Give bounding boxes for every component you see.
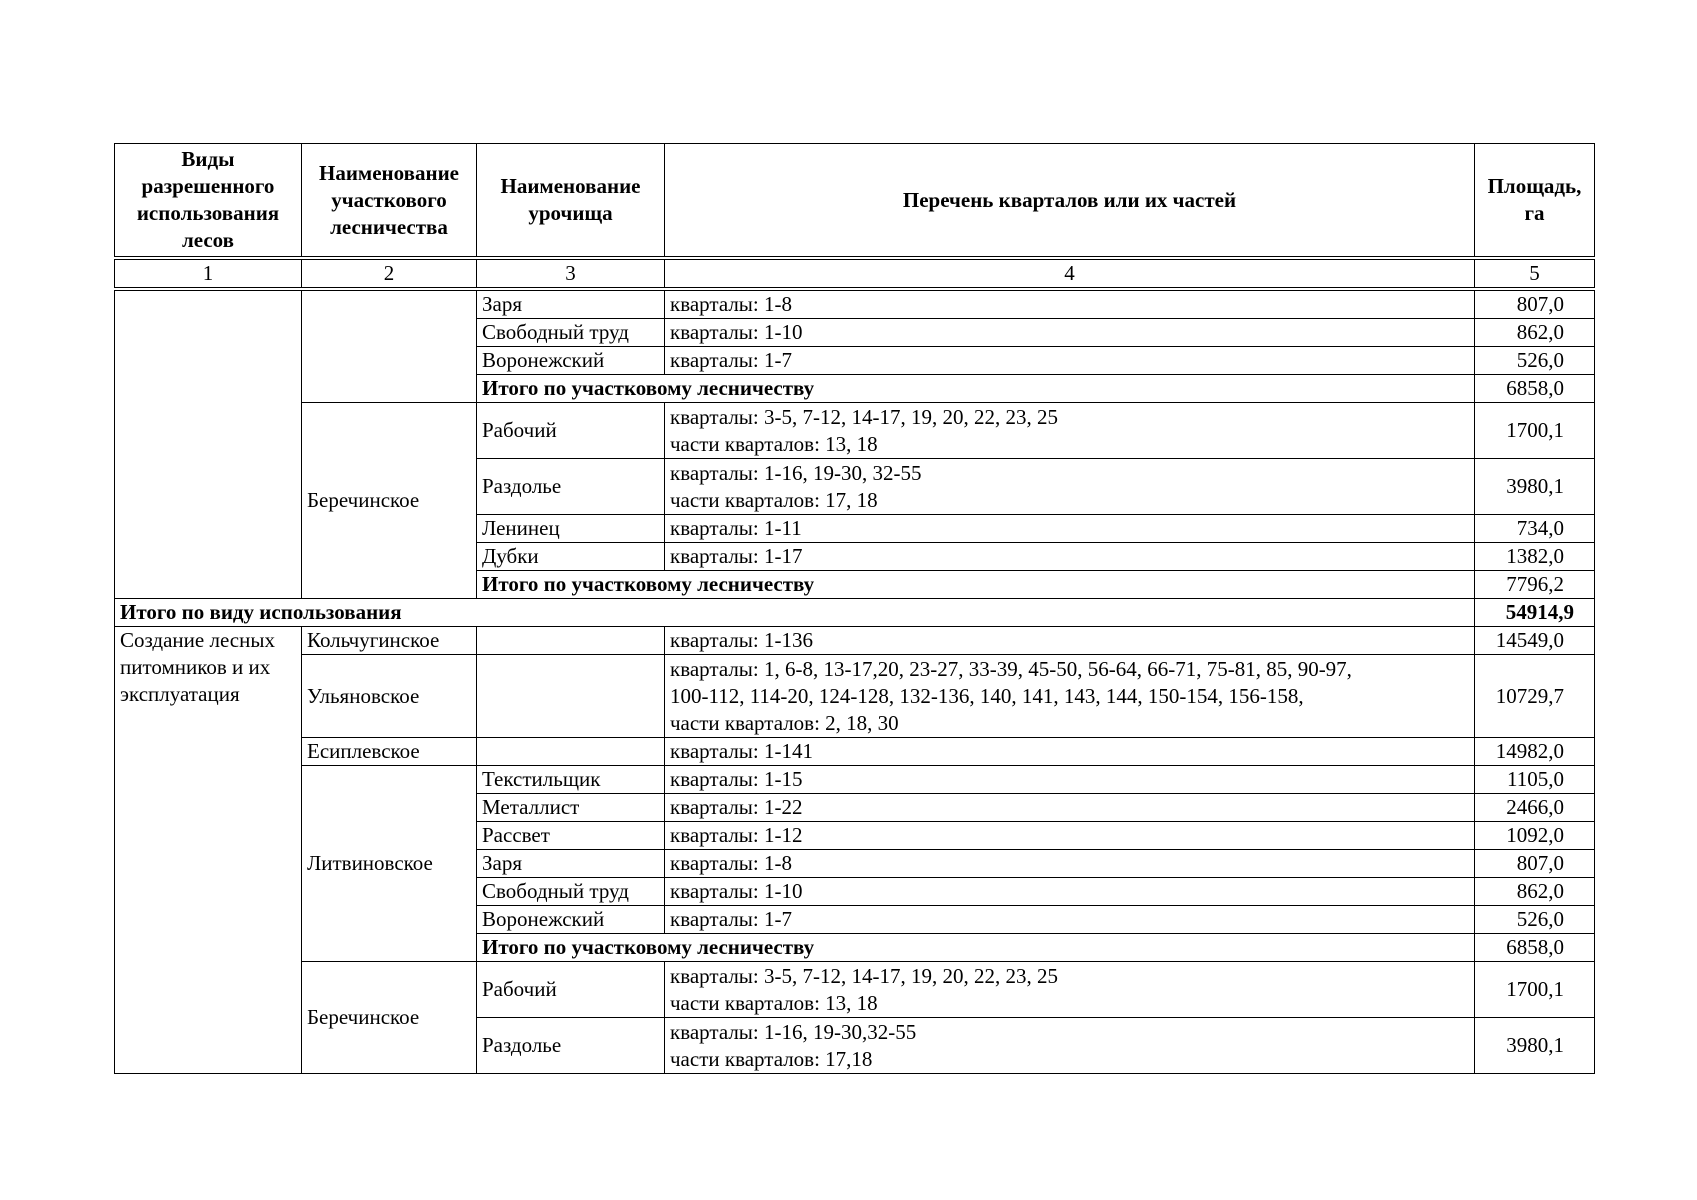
- area-value: 807,0: [1475, 850, 1595, 878]
- quarters-list: кварталы: 1-11: [665, 515, 1475, 543]
- quarters-list: кварталы: 1-15: [665, 766, 1475, 794]
- quarters-list: кварталы: 3-5, 7-12, 14-17, 19, 20, 22, 23, 25 части кварталов: 13, 18: [665, 962, 1475, 1018]
- quarters-list: кварталы: 1-12: [665, 822, 1475, 850]
- tract-name: Рассвет: [477, 822, 665, 850]
- forestry-name: Беречинское: [302, 403, 477, 599]
- area-value: 2466,0: [1475, 794, 1595, 822]
- total-use-label: Итого по виду использования: [115, 599, 1475, 627]
- total-use-area: 54914,9: [1475, 599, 1595, 627]
- table-row: [115, 962, 1595, 1018]
- forestry-name: Кольчугинское: [302, 627, 477, 655]
- area-value: 807,0: [1475, 289, 1595, 319]
- tract-name: Заря: [477, 850, 665, 878]
- quarters-list: кварталы: 1-8: [665, 850, 1475, 878]
- use-type-name: Создание лесных питомников и их эксплуатация: [115, 627, 302, 1074]
- area-value: 1092,0: [1475, 822, 1595, 850]
- quarters-list: кварталы: 1-10: [665, 878, 1475, 906]
- area-value: 14982,0: [1475, 738, 1595, 766]
- area-value: 3980,1: [1475, 1018, 1595, 1074]
- tract-name: Металлист: [477, 794, 665, 822]
- area-value: 10729,7: [1475, 655, 1595, 738]
- table-row: [115, 738, 1595, 766]
- area-value: 3980,1: [1475, 459, 1595, 515]
- header-tract: Наименование урочища: [477, 144, 665, 259]
- tract-name: Свободный труд: [477, 878, 665, 906]
- quarters-list: кварталы: 1-7: [665, 347, 1475, 375]
- tract-cell-empty: [477, 655, 665, 738]
- forestry-name: Ульяновское: [302, 655, 477, 738]
- column-number-row: [115, 258, 1595, 289]
- table-row: [115, 766, 1595, 794]
- area-value: 1382,0: [1475, 543, 1595, 571]
- tract-name: Раздолье: [477, 1018, 665, 1074]
- column-number: 3: [477, 258, 665, 289]
- quarters-list: кварталы: 1-7: [665, 906, 1475, 934]
- subtotal-label: Итого по участковому лесничеству: [477, 571, 1475, 599]
- table-row: [115, 403, 1595, 459]
- column-number: 5: [1475, 258, 1595, 289]
- tract-cell-empty: [477, 738, 665, 766]
- area-value: 734,0: [1475, 515, 1595, 543]
- forestry-cell-empty: [302, 289, 477, 403]
- quarters-list: кварталы: 1-136: [665, 627, 1475, 655]
- area-value: 14549,0: [1475, 627, 1595, 655]
- quarters-list: кварталы: 1-141: [665, 738, 1475, 766]
- quarters-list: кварталы: 3-5, 7-12, 14-17, 19, 20, 22, 23, 25 части кварталов: 13, 18: [665, 403, 1475, 459]
- forestry-name: Беречинское: [302, 962, 477, 1074]
- header-area: Площадь, га: [1475, 144, 1595, 259]
- header-use-type: Виды разрешенного использования лесов: [115, 144, 302, 259]
- tract-name: Рабочий: [477, 403, 665, 459]
- table-row: [115, 655, 1595, 738]
- quarters-list: кварталы: 1-22: [665, 794, 1475, 822]
- header-row: [115, 144, 1595, 259]
- header-forestry: Наименование участкового лесничества: [302, 144, 477, 259]
- area-value: 1105,0: [1475, 766, 1595, 794]
- area-value: 862,0: [1475, 319, 1595, 347]
- header-quarters: Перечень кварталов или их частей: [665, 144, 1475, 259]
- area-value: 862,0: [1475, 878, 1595, 906]
- area-value: 1700,1: [1475, 403, 1595, 459]
- column-number: 4: [665, 258, 1475, 289]
- quarters-list: кварталы: 1-17: [665, 543, 1475, 571]
- use-type-cell-empty: [115, 289, 302, 599]
- area-value: 1700,1: [1475, 962, 1595, 1018]
- quarters-list: кварталы: 1-10: [665, 319, 1475, 347]
- tract-name: Воронежский: [477, 347, 665, 375]
- subtotal-area: 7796,2: [1475, 571, 1595, 599]
- total-use-row: [115, 599, 1595, 627]
- table-row: [115, 627, 1595, 655]
- subtotal-label: Итого по участковому лесничеству: [477, 375, 1475, 403]
- tract-name: Свободный труд: [477, 319, 665, 347]
- tract-name: Воронежский: [477, 906, 665, 934]
- area-value: 526,0: [1475, 906, 1595, 934]
- quarters-list: кварталы: 1, 6-8, 13-17,20, 23-27, 33-39, 45-50, 56-64, 66-71, 75-81, 85, 90-97, 100-112, 114-20, 124-128, 132-136, 140, 141, 143, 144, 150-154, 156-158, части кварталов: 2, 18, 30: [665, 655, 1475, 738]
- forest-use-table: [114, 143, 1595, 1074]
- tract-name: Ленинец: [477, 515, 665, 543]
- subtotal-label: Итого по участковому лесничеству: [477, 934, 1475, 962]
- tract-name: Заря: [477, 289, 665, 319]
- tract-name: Текстильщик: [477, 766, 665, 794]
- quarters-list: кварталы: 1-16, 19-30, 32-55 части кварталов: 17, 18: [665, 459, 1475, 515]
- tract-name: Дубки: [477, 543, 665, 571]
- forestry-name: Литвиновское: [302, 766, 477, 962]
- column-number: 2: [302, 258, 477, 289]
- tract-cell-empty: [477, 627, 665, 655]
- quarters-list: кварталы: 1-8: [665, 289, 1475, 319]
- column-number: 1: [115, 258, 302, 289]
- quarters-list: кварталы: 1-16, 19-30,32-55 части кварталов: 17,18: [665, 1018, 1475, 1074]
- table-row: [115, 289, 1595, 319]
- tract-name: Раздолье: [477, 459, 665, 515]
- subtotal-area: 6858,0: [1475, 375, 1595, 403]
- forestry-name: Есиплевское: [302, 738, 477, 766]
- tract-name: Рабочий: [477, 962, 665, 1018]
- subtotal-area: 6858,0: [1475, 934, 1595, 962]
- area-value: 526,0: [1475, 347, 1595, 375]
